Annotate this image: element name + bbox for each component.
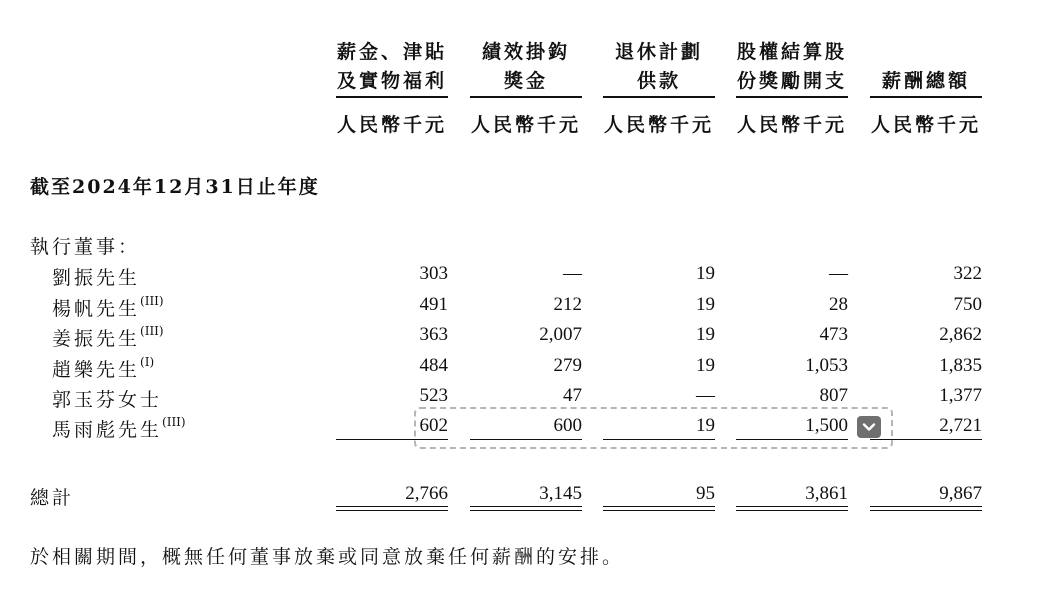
cell-pension: — (696, 385, 715, 406)
cell-salary: 484 (419, 355, 448, 376)
column-header-line: 股權結算股 (736, 41, 847, 63)
cell-share-awards: 473 (819, 324, 848, 345)
director-name-text: 劉振先生 (52, 267, 141, 289)
cell-bonus: 212 (553, 294, 582, 315)
cell-salary: 491 (419, 294, 448, 315)
director-name-text: 楊帆先生 (52, 298, 141, 320)
cell-total: 1,835 (939, 355, 982, 376)
total-double-rule (603, 506, 715, 511)
cell-share-awards: 1,500 (805, 415, 848, 436)
period-title: 截至2024年12月31日止年度 (30, 176, 320, 198)
cell-pension: 19 (696, 324, 715, 345)
column-header-share-awards (736, 38, 848, 98)
waiver-footnote: 於相關期間，概無任何董事放棄或同意放棄任何薪酬的安排。 (30, 546, 625, 568)
cell-share-awards: 28 (829, 294, 848, 315)
selection-dropdown-button[interactable] (857, 416, 881, 438)
cell-total: 2,862 (939, 324, 982, 345)
cell-bonus: 600 (553, 415, 582, 436)
unit-label: 人民幣千元 (336, 114, 447, 136)
cell-bonus: 2,007 (539, 324, 582, 345)
column-header-total (870, 67, 982, 98)
director-name-text: 姜振先生 (52, 328, 141, 350)
director-name-text: 馬雨彪先生 (52, 419, 163, 441)
cell-salary: 363 (419, 324, 448, 345)
total-double-rule (336, 506, 448, 511)
director-name (52, 385, 162, 412)
column-header-line: 及實物福利 (336, 67, 448, 98)
column-header-line: 薪酬總額 (870, 67, 982, 98)
total-label: 總計 (30, 487, 75, 509)
unit-label: 人民幣千元 (603, 114, 714, 136)
total-bonus: 3,145 (539, 483, 582, 504)
column-header-line: 薪金、津貼 (336, 41, 447, 63)
cell-total: 1,377 (939, 385, 982, 406)
total-pension: 95 (696, 483, 715, 504)
column-header-pension (603, 38, 715, 98)
cell-share-awards: — (829, 263, 848, 284)
column-header-bonus (470, 38, 582, 98)
cell-share-awards: 1,053 (805, 355, 848, 376)
total-double-rule (736, 506, 848, 511)
cell-pension: 19 (696, 294, 715, 315)
chevron-down-icon (857, 416, 881, 438)
column-header-line: 績效掛鈎 (481, 41, 570, 63)
row-selection-box[interactable] (414, 407, 893, 449)
cell-bonus: 47 (563, 385, 582, 406)
cell-salary: 602 (419, 415, 448, 436)
column-header-line: 獎金 (470, 67, 582, 98)
director-name (52, 324, 164, 351)
total-total: 9,867 (939, 483, 982, 504)
footnote-ref: (I) (140, 354, 155, 369)
director-name-text: 郭玉芬女士 (52, 389, 163, 411)
director-name (52, 263, 140, 290)
cell-total: 2,721 (939, 415, 982, 436)
unit-label: 人民幣千元 (870, 114, 981, 136)
cell-salary: 303 (419, 263, 448, 284)
footnote-ref: (III) (162, 414, 186, 429)
column-header-line: 退休計劃 (614, 41, 703, 63)
cell-pension: 19 (696, 355, 715, 376)
cell-total: 750 (953, 294, 982, 315)
column-header-salary (336, 38, 448, 98)
cell-pension: 19 (696, 415, 715, 436)
cell-total: 322 (953, 263, 982, 284)
total-double-rule (870, 506, 982, 511)
unit-label: 人民幣千元 (470, 114, 581, 136)
column-header-line: 供款 (603, 67, 715, 98)
director-name (52, 355, 154, 382)
director-name-text: 趙樂先生 (52, 359, 141, 381)
cell-bonus: 279 (553, 355, 582, 376)
total-salary: 2,766 (405, 483, 448, 504)
cell-share-awards: 807 (819, 385, 848, 406)
total-double-rule (470, 506, 582, 511)
column-header-line: 份獎勵開支 (736, 67, 848, 98)
cell-salary: 523 (419, 385, 448, 406)
cell-bonus: — (563, 263, 582, 284)
director-name (52, 415, 186, 442)
total-share-awards: 3,861 (805, 483, 848, 504)
footnote-ref: (III) (140, 293, 164, 308)
cell-pension: 19 (696, 263, 715, 284)
director-name (52, 294, 164, 321)
unit-label: 人民幣千元 (736, 114, 847, 136)
footnote-ref: (III) (140, 323, 164, 338)
group-label: 執行董事： (30, 236, 141, 258)
